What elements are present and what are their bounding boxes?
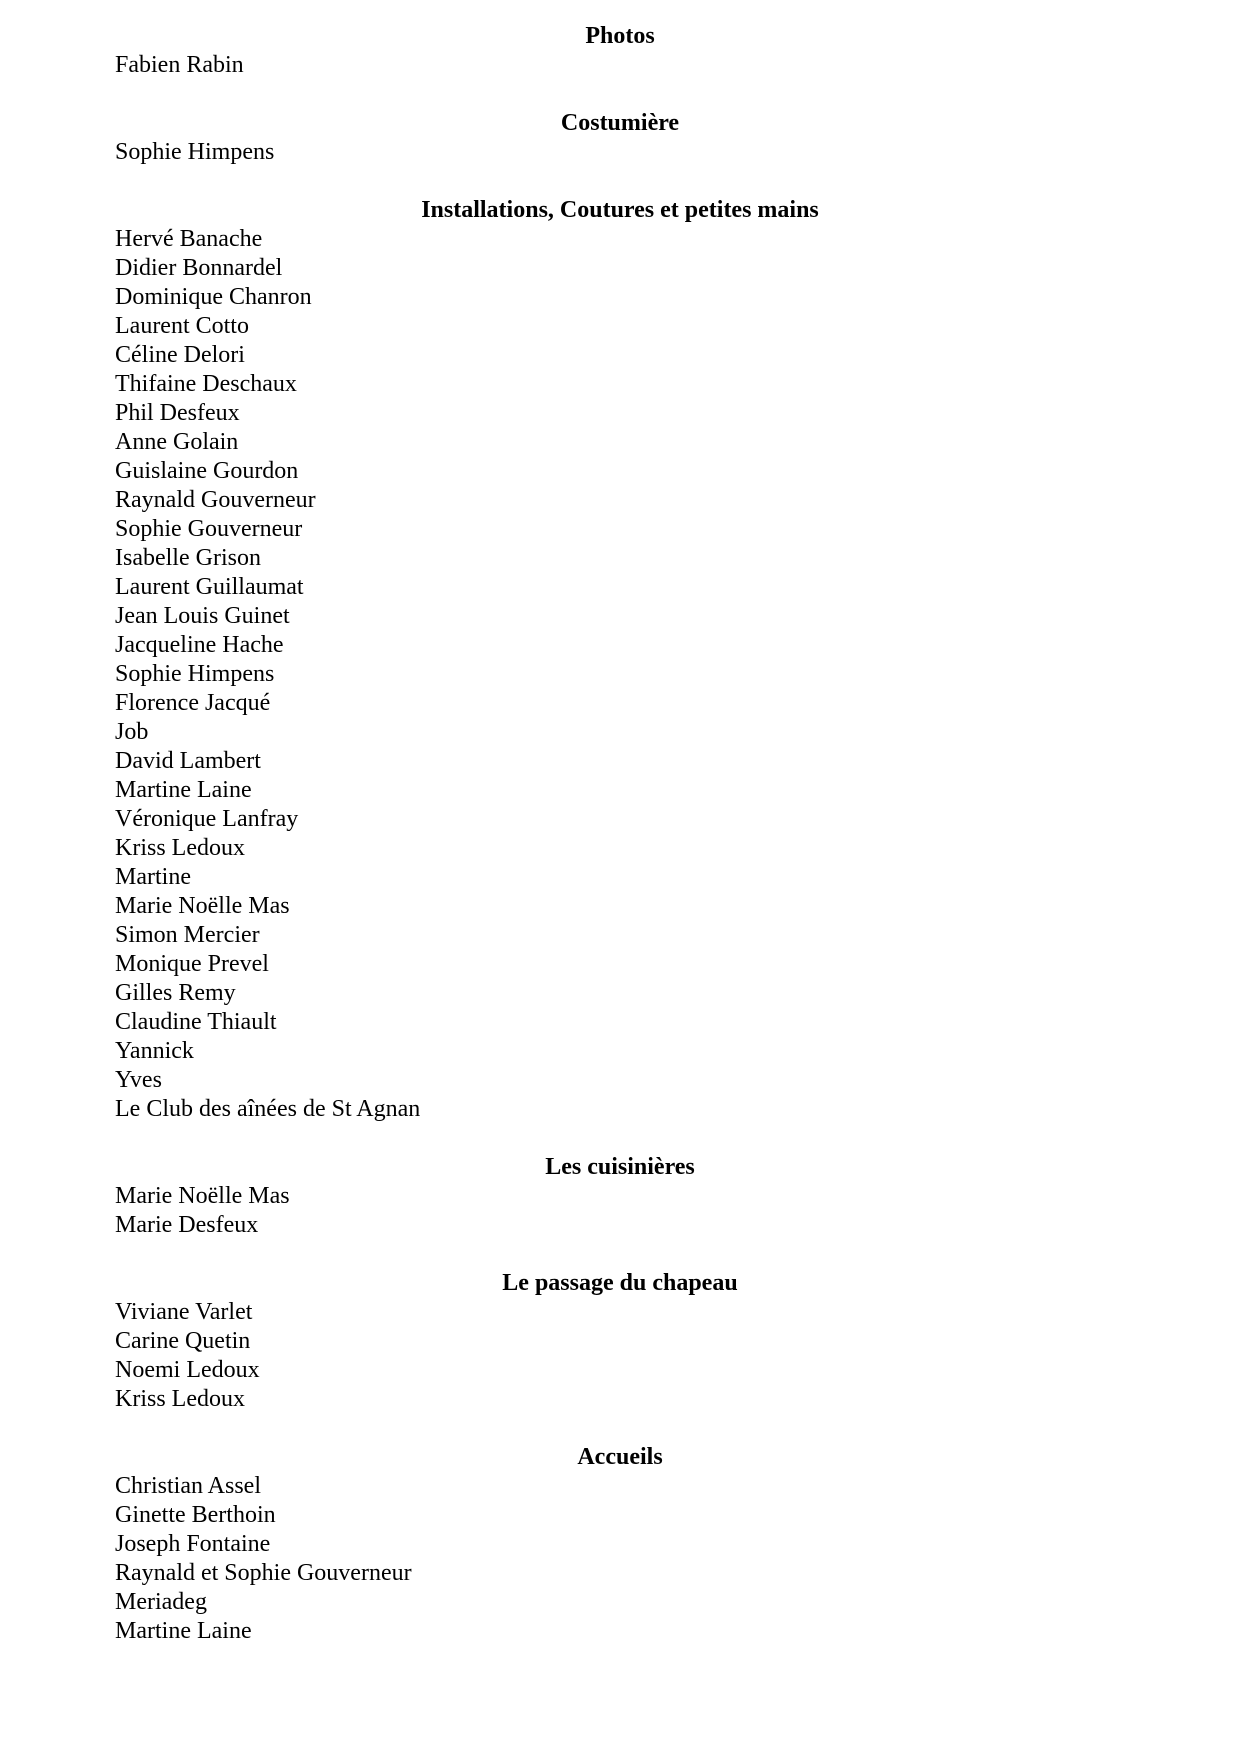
- name-item: Florence Jacqué: [115, 690, 271, 716]
- name-list: [115, 225, 1125, 1124]
- name-item: Gilles Remy: [115, 980, 236, 1006]
- name-item: Ginette Berthoin: [115, 1502, 276, 1528]
- section-costumiere: [115, 109, 1125, 167]
- name-item: Viviane Varlet: [115, 1299, 253, 1325]
- name-item: Marie Noëlle Mas: [115, 1183, 290, 1209]
- name-item: Hervé Banache: [115, 226, 263, 252]
- section-heading: Costumière: [560, 110, 680, 136]
- name-list: [115, 1298, 1125, 1414]
- name-item: Thifaine Deschaux: [115, 371, 297, 397]
- name-item: Christian Assel: [115, 1473, 262, 1499]
- name-item: Le Club des aînées de St Agnan: [115, 1096, 421, 1122]
- name-item: Martine Laine: [115, 777, 252, 803]
- section-heading: Installations, Coutures et petites mains: [421, 197, 819, 223]
- name-item: Jean Louis Guinet: [115, 603, 290, 629]
- name-item: Job: [115, 719, 149, 745]
- name-item: Jacqueline Hache: [115, 632, 284, 658]
- section-heading: Les cuisinières: [545, 1154, 695, 1180]
- section-cuisinieres: [115, 1153, 1125, 1240]
- name-item: Yves: [115, 1067, 162, 1093]
- section-heading: Accueils: [577, 1444, 663, 1470]
- name-item: Didier Bonnardel: [115, 255, 283, 281]
- name-item: Dominique Chanron: [115, 284, 312, 310]
- name-item: Yannick: [115, 1038, 194, 1064]
- name-item: Raynald et Sophie Gouverneur: [115, 1560, 412, 1586]
- name-item: Meriadeg: [115, 1589, 207, 1615]
- name-item: Claudine Thiault: [115, 1009, 277, 1035]
- name-item: Céline Delori: [115, 342, 245, 368]
- name-list: [115, 1182, 1125, 1240]
- section-installations: [115, 196, 1125, 1124]
- name-item: Isabelle Grison: [115, 545, 261, 571]
- name-item: Noemi Ledoux: [115, 1357, 260, 1383]
- name-item: Kriss Ledoux: [115, 835, 245, 861]
- credits-page: [115, 22, 1125, 1646]
- name-item: Sophie Himpens: [115, 139, 275, 165]
- section-accueils: [115, 1443, 1125, 1646]
- name-item: Laurent Cotto: [115, 313, 249, 339]
- name-item: Carine Quetin: [115, 1328, 251, 1354]
- name-item: Marie Noëlle Mas: [115, 893, 290, 919]
- name-item: Raynald Gouverneur: [115, 487, 316, 513]
- name-item: Marie Desfeux: [115, 1212, 259, 1238]
- name-item: Sophie Himpens: [115, 661, 275, 687]
- section-heading: Le passage du chapeau: [502, 1270, 738, 1296]
- name-item: Kriss Ledoux: [115, 1386, 245, 1412]
- name-item: Phil Desfeux: [115, 400, 240, 426]
- section-heading: Photos: [585, 23, 655, 49]
- name-item: Simon Mercier: [115, 922, 260, 948]
- name-item: Martine: [115, 864, 191, 890]
- name-item: Fabien Rabin: [115, 52, 244, 78]
- name-item: Sophie Gouverneur: [115, 516, 303, 542]
- name-item: Martine Laine: [115, 1618, 252, 1644]
- section-passage-du-chapeau: [115, 1269, 1125, 1414]
- name-item: Laurent Guillaumat: [115, 574, 304, 600]
- name-item: Anne Golain: [115, 429, 239, 455]
- name-item: Guislaine Gourdon: [115, 458, 299, 484]
- name-item: Véronique Lanfray: [115, 806, 299, 832]
- name-list: [115, 51, 1125, 80]
- name-list: [115, 138, 1125, 167]
- name-item: David Lambert: [115, 748, 261, 774]
- section-photos: [115, 22, 1125, 80]
- name-item: Monique Prevel: [115, 951, 269, 977]
- name-item: Joseph Fontaine: [115, 1531, 271, 1557]
- name-list: [115, 1472, 1125, 1646]
